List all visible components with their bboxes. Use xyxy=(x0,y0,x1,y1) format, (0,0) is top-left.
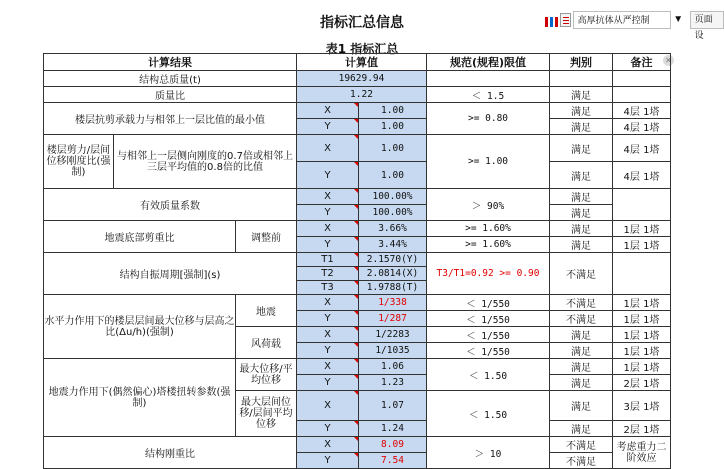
axis-y: Y xyxy=(297,453,359,469)
stiffness-weight-y: 7.54 xyxy=(359,453,427,469)
shear-capacity-note-x: 4层 1塔 xyxy=(613,103,671,119)
drift-label: 水平力作用下的楼层层间最大位移与层高之比(Δu/h)(强制) xyxy=(44,295,236,359)
axis-y: Y xyxy=(297,162,359,189)
mass-ratio-value: 1.22 xyxy=(297,87,427,103)
stiffness-weight-note: 考虑重力二阶效应 xyxy=(613,437,671,469)
axis-y: Y xyxy=(297,205,359,221)
effective-mass-label: 有效质量系数 xyxy=(44,189,297,221)
shear-capacity-label: 楼层抗剪承载力与相邻上一层比值的最小值 xyxy=(44,103,297,135)
period-t1: 2.1570(Y) xyxy=(359,253,427,267)
period-result: 不满足 xyxy=(550,253,613,295)
base-shear-result-x: 满足 xyxy=(550,221,613,237)
close-icon[interactable]: ✕ xyxy=(663,55,674,66)
axis-x: X xyxy=(297,103,359,119)
shear-stiffness-y: 1.00 xyxy=(359,162,427,189)
drift-quake-x: 1/338 xyxy=(359,295,427,311)
header-judgement: 判别 xyxy=(550,54,613,71)
axis-y: Y xyxy=(297,421,359,437)
base-shear-note-y: 1层 1塔 xyxy=(613,237,671,253)
drift-quake-label: 地震 xyxy=(236,295,297,327)
torsion-note-disp-y: 2层 1塔 xyxy=(613,375,671,391)
shear-stiffness-label: 楼层剪力/层间位移刚度比(强制) xyxy=(44,135,114,189)
base-shear-x: 3.66% xyxy=(359,221,427,237)
axis-x: X xyxy=(297,391,359,421)
torsion-result-disp-x: 满足 xyxy=(550,359,613,375)
total-mass-value: 19629.94 xyxy=(297,71,427,87)
drift-wind-x: 1/2283 xyxy=(359,327,427,343)
shear-capacity-note-y: 4层 1塔 xyxy=(613,119,671,135)
axis-t1: T1 xyxy=(297,253,359,267)
axis-y: Y xyxy=(297,375,359,391)
axis-t3: T3 xyxy=(297,281,359,295)
page-title: 指标汇总信息 xyxy=(320,15,404,31)
stiffness-weight-result-x: 不满足 xyxy=(550,437,613,453)
period-t3: 1.9788(T) xyxy=(359,281,427,295)
dropdown-arrow-icon[interactable]: ▼ xyxy=(673,14,684,25)
base-shear-limit-y: >= 1.60% xyxy=(427,237,550,253)
indicator-table xyxy=(43,53,671,469)
stiffness-weight-limit: ＞ 10 xyxy=(427,437,550,469)
base-shear-label: 地震底部剪重比 xyxy=(44,221,236,253)
torsion-disp-x: 1.06 xyxy=(359,359,427,375)
torsion-note-disp-x: 1层 1塔 xyxy=(613,359,671,375)
drift-note-wind-y: 1层 1塔 xyxy=(613,343,671,359)
torsion-label: 地震力作用下(偶然偏心)塔楼扭转参数(强制) xyxy=(44,359,236,437)
mass-ratio-limit: ＜ 1.5 xyxy=(427,87,550,103)
total-mass-label: 结构总质量(t) xyxy=(44,71,297,87)
shear-stiffness-x: 1.00 xyxy=(359,135,427,162)
effective-mass-x: 100.00% xyxy=(359,189,427,205)
page-setup-button[interactable]: 页面设 xyxy=(690,11,724,29)
effective-mass-limit: ＞ 90% xyxy=(427,189,550,221)
torsion-max-disp-label: 最大位移/平均位移 xyxy=(236,359,297,391)
shear-stiffness-result-x: 满足 xyxy=(550,135,613,162)
effective-mass-result-y: 满足 xyxy=(550,205,613,221)
base-shear-sublabel: 调整前 xyxy=(236,221,297,253)
shear-stiffness-note-x: 4层 1塔 xyxy=(613,135,671,162)
document-icon[interactable] xyxy=(560,13,571,27)
header-calc-value: 计算值 xyxy=(297,54,427,71)
table-caption: 表1 指标汇总 xyxy=(325,42,399,56)
axis-y: Y xyxy=(297,343,359,359)
axis-x: X xyxy=(297,135,359,162)
drift-result-wind-x: 满足 xyxy=(550,327,613,343)
header-limit: 规范(规程)限值 xyxy=(427,54,550,71)
period-label: 结构自振周期[强制](s) xyxy=(44,253,297,295)
axis-t2: T2 xyxy=(297,267,359,281)
drift-quake-y: 1/287 xyxy=(359,311,427,327)
torsion-drift-y: 1.24 xyxy=(359,421,427,437)
base-shear-y: 3.44% xyxy=(359,237,427,253)
drift-wind-label: 风荷载 xyxy=(236,327,297,359)
shear-capacity-y: 1.00 xyxy=(359,119,427,135)
shear-capacity-result-x: 满足 xyxy=(550,103,613,119)
torsion-max-drift-label: 最大层间位移/层间平均位移 xyxy=(236,391,297,437)
mass-ratio-result: 满足 xyxy=(550,87,613,103)
shear-stiffness-result-y: 满足 xyxy=(550,162,613,189)
torsion-limit-drift: ＜ 1.50 xyxy=(427,391,550,437)
base-shear-note-x: 1层 1塔 xyxy=(613,221,671,237)
drift-limit-1: ＜ 1/550 xyxy=(427,295,550,311)
base-shear-result-y: 满足 xyxy=(550,237,613,253)
torsion-note-drift-x: 3层 1塔 xyxy=(613,391,671,421)
drift-result-quake-x: 不满足 xyxy=(550,295,613,311)
torsion-note-drift-y: 2层 1塔 xyxy=(613,421,671,437)
drift-limit-4: ＜ 1/550 xyxy=(427,343,550,359)
axis-x: X xyxy=(297,327,359,343)
stiffness-weight-label: 结构刚重比 xyxy=(44,437,297,469)
axis-x: X xyxy=(297,359,359,375)
mass-ratio-label: 质量比 xyxy=(44,87,297,103)
axis-x: X xyxy=(297,295,359,311)
axis-y: Y xyxy=(297,311,359,327)
drift-result-wind-y: 满足 xyxy=(550,343,613,359)
toolbar xyxy=(545,10,724,41)
drift-limit-3: ＜ 1/550 xyxy=(427,327,550,343)
effective-mass-result-x: 满足 xyxy=(550,189,613,205)
axis-x: X xyxy=(297,189,359,205)
base-shear-limit-x: >= 1.60% xyxy=(427,221,550,237)
stiffness-weight-result-y: 不满足 xyxy=(550,453,613,469)
torsion-result-drift-x: 满足 xyxy=(550,391,613,421)
stiffness-weight-x: 8.09 xyxy=(359,437,427,453)
shear-capacity-limit: >= 0.80 xyxy=(427,103,550,135)
drift-note-quake-y: 1层 1塔 xyxy=(613,311,671,327)
torsion-result-drift-y: 满足 xyxy=(550,421,613,437)
period-t2: 2.0814(X) xyxy=(359,267,427,281)
shear-capacity-result-y: 满足 xyxy=(550,119,613,135)
shear-stiffness-limit: >= 1.00 xyxy=(427,135,550,189)
control-select[interactable]: 高厚抗体从严控制 xyxy=(573,11,671,29)
header-note: 备注 xyxy=(613,54,671,71)
drift-result-quake-y: 不满足 xyxy=(550,311,613,327)
torsion-disp-y: 1.23 xyxy=(359,375,427,391)
drift-note-quake-x: 1层 1塔 xyxy=(613,295,671,311)
axis-x: X xyxy=(297,221,359,237)
shear-stiffness-sublabel: 与相邻上一层侧向刚度的0.7倍或相邻上三层平均值的0.8倍的比值 xyxy=(114,135,297,189)
axis-y: Y xyxy=(297,237,359,253)
header-calc-result: 计算结果 xyxy=(44,54,297,71)
torsion-result-disp-y: 满足 xyxy=(550,375,613,391)
chart-icon[interactable] xyxy=(545,17,558,27)
shear-stiffness-note-y: 4层 1塔 xyxy=(613,162,671,189)
drift-wind-y: 1/1035 xyxy=(359,343,427,359)
drift-limit-2: ＜ 1/550 xyxy=(427,311,550,327)
period-limit: T3/T1=0.92 >= 0.90 xyxy=(427,253,550,295)
shear-capacity-x: 1.00 xyxy=(359,103,427,119)
torsion-drift-x: 1.07 xyxy=(359,391,427,421)
torsion-limit-disp: ＜ 1.50 xyxy=(427,359,550,391)
axis-x: X xyxy=(297,437,359,453)
drift-note-wind-x: 1层 1塔 xyxy=(613,327,671,343)
axis-y: Y xyxy=(297,119,359,135)
effective-mass-y: 100.00% xyxy=(359,205,427,221)
